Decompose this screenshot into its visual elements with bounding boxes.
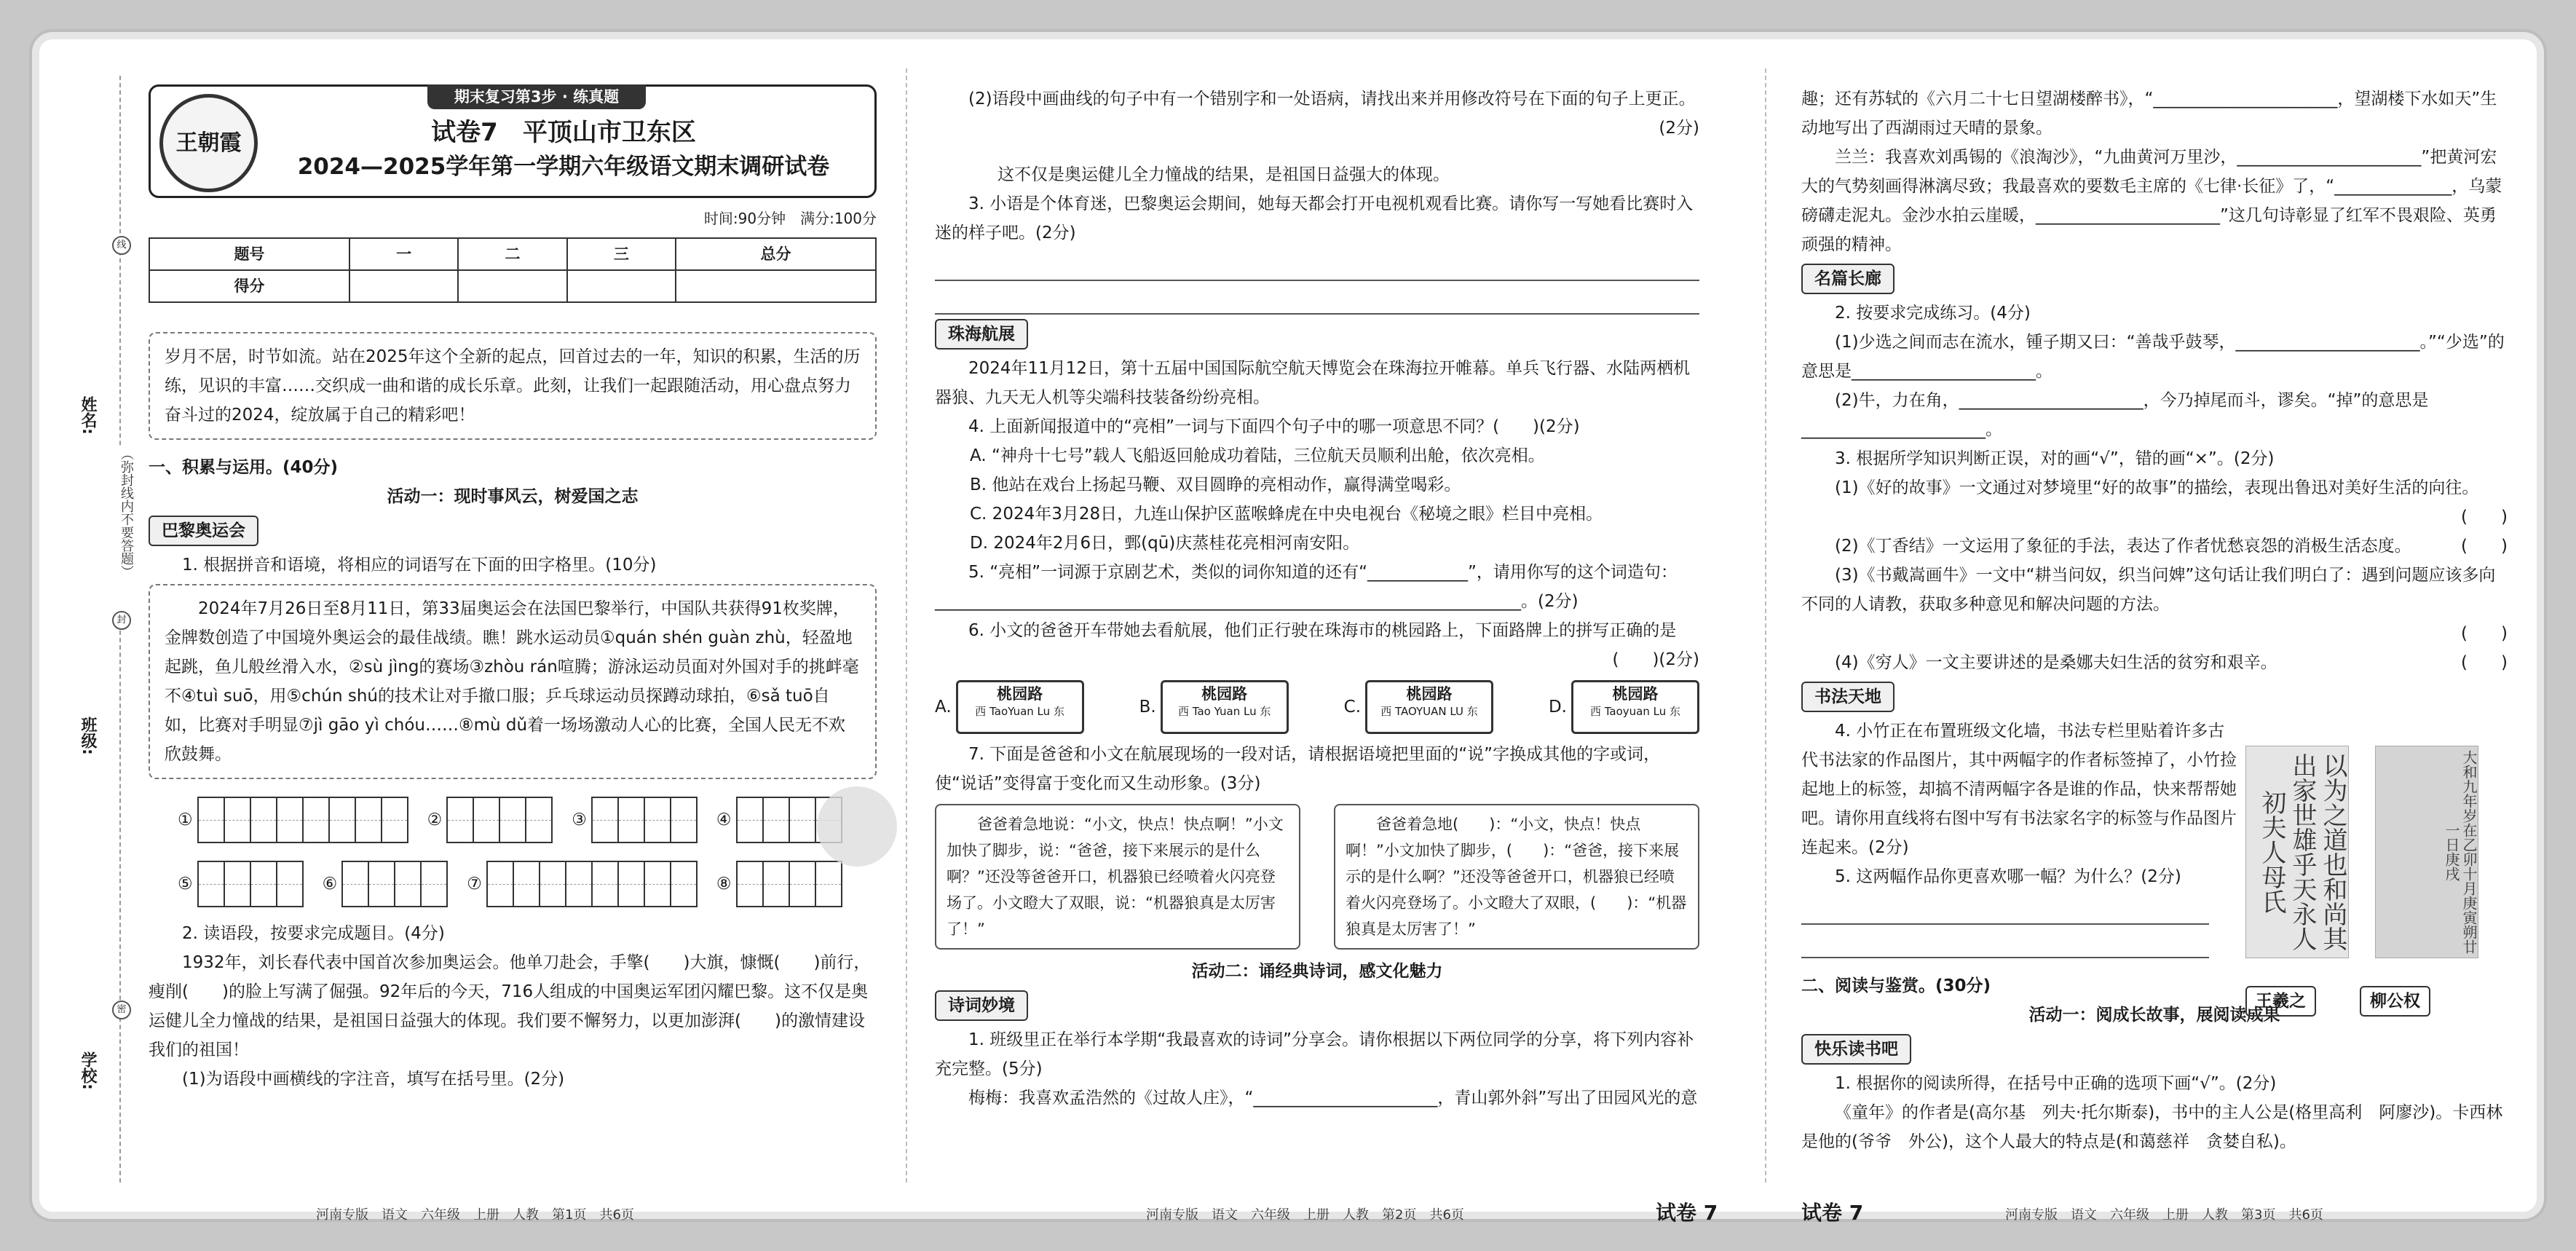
tag-zhuhai-airshow: 珠海航展 (935, 319, 1028, 350)
question-9-1: (1)少选之间而志在流水，锺子期又曰：“善哉乎鼓琴，______________________。”“少选”的意思是______________________。 (1801, 333, 2505, 381)
question-2-2-score: (2分) (1659, 119, 1699, 138)
page-1-column (149, 84, 877, 1169)
sign-west: 西 (1589, 705, 1601, 718)
answer-grid[interactable] (591, 797, 698, 843)
question-1: 1. 根据拼音和语境，将相应的词语写在下面的田字格里。(10分) (182, 556, 657, 575)
news-paragraph: 2024年11月12日，第十五届中国国际航空航天博览会在珠海拉开帷幕。单兵飞行器、水陆两栖机器狼、九天无人机等尖端科技装备纷纷亮相。 (935, 359, 1691, 407)
exam-sheet (39, 39, 2537, 1225)
sign-west: 西 (975, 705, 987, 718)
answer-line[interactable] (1801, 925, 2209, 958)
footer-badge: 试卷 7 (1656, 1201, 1718, 1225)
meimei-share: 梅梅：我喜欢孟浩然的《过故人庄》，“______________________，青山郭外斜”写出了田园风光的意 (968, 1089, 1698, 1108)
calligrapher-labels (2245, 986, 2474, 1017)
exam-header (149, 84, 877, 198)
sign-name: 桃园路 (1612, 685, 1659, 703)
judgment-paren[interactable]: ( ) (2461, 537, 2508, 556)
option-d[interactable]: D. 2024年2月6日，鄄(qū)庆蒸桂花亮相河南安阳。 (970, 534, 1360, 553)
review-tab: 期末复习第3步 · 练真题 (427, 84, 646, 109)
answer-line[interactable] (1801, 891, 2209, 925)
answer-grid[interactable] (197, 861, 304, 907)
question-13: 1. 根据你的阅读所得，在括号中正确的选项下画“√”。(2分) (1835, 1074, 2277, 1093)
dialog-boxes (935, 804, 1699, 950)
question-6: 6. 小文的爸爸开车带她去看航展，他们正行驶在珠海市的桃园路上，下面路牌上的拼写正确的是 (968, 621, 1677, 640)
activity-2-title: 活动二：诵经典诗词，感文化魅力 (1191, 962, 1443, 981)
sign-east: 东 (1053, 705, 1064, 718)
sign-name: 桃园路 (1201, 685, 1248, 703)
calligraphy-work-1: 以为之道也和尚其出家世雄乎天永人初夫人母氏 (2245, 746, 2349, 958)
sign-pinyin: Taoyuan Lu (1604, 705, 1667, 718)
question-3: 3. 小语是个体育迷，巴黎奥运会期间，她每天都会打开电视机观看比赛。请你写一写她看比赛时入迷的样子吧。(2分) (935, 194, 1694, 242)
column-divider (1765, 68, 1766, 1183)
exam-subtitle: 2024—2025学年第一学期六年级语文期末调研试卷 (297, 154, 830, 180)
question-5: 5. “亮相”一词源于京剧艺术，类似的词你知道的还有“____________”，请用你写的这个词造句：______________________________________________________________________。(2分) (935, 563, 1678, 611)
road-signs (935, 680, 1699, 734)
sign-board (1365, 680, 1493, 734)
sign-west: 西 (1177, 705, 1189, 718)
score-header: 三 (567, 238, 676, 270)
grid-label: ② (427, 810, 443, 829)
score-header: 一 (349, 238, 458, 270)
sign-board (1571, 680, 1699, 734)
question-9: 2. 按要求完成练习。(4分) (1835, 304, 2031, 323)
grid-label: ① (178, 810, 193, 829)
grid-label: ⑥ (322, 875, 338, 893)
activity-1-title: 活动一：现时事风云，树爱国之志 (387, 487, 639, 506)
question-6-score: ( )(2分) (1612, 650, 1699, 669)
question-9-2: (2)牛，力在角，______________________，今乃掉尾而斗，谬矣。“掉”的意思是______________________。 (1801, 391, 2429, 439)
question-2-2-sentence: 这不仅是奥运健儿全力憧战的结果，是祖国日益强大的体现。 (997, 165, 1450, 184)
sign-letter: A. (935, 698, 952, 717)
judgment-3: (3)《书戴嵩画牛》一文中“耕当问奴，织当问婢”这句话让我们明白了：遇到问题应该多向不同的人请教，获取多种意见和解决问题的方法。 (1801, 566, 2496, 614)
road-sign-b[interactable] (1139, 680, 1289, 734)
score-header: 总分 (676, 238, 876, 270)
answer-grid[interactable] (446, 797, 553, 843)
binding-circle-feng: 封 (112, 611, 131, 630)
answer-grid[interactable] (486, 861, 698, 907)
brand-logo: 王朝霞 (159, 94, 258, 192)
binding-note: （弥封线内不要答题） (105, 447, 134, 629)
footer-page-1: 河南专版 语文 六年级 上册 人教 第1页 共6页 (316, 1207, 634, 1223)
score-cell[interactable] (458, 270, 566, 302)
question-10: 3. 根据所学知识判断正误，对的画“√”，错的画“×”。(2分) (1835, 449, 2275, 468)
question-12: 5. 这两幅作品你更喜欢哪一幅？为什么？(2分) (1835, 867, 2181, 886)
class-label: 班级: (79, 717, 97, 755)
dialog-original: 爸爸着急地说：“小文，快点！快点啊！”小文加快了脚步，说：“爸爸，接下来展示的是什么啊？”还没等爸爸开口，机器狼已经喷着火闪亮登场了。小文瞪大了双眼，说：“机器狼真是太厉害了！” (935, 804, 1300, 950)
judgment-2: (2)《丁香结》一文运用了象征的手法，表达了作者忧愁哀怨的消极生活态度。 ( ) (1801, 532, 2508, 561)
answer-line[interactable] (935, 281, 1699, 315)
option-c[interactable]: C. 2024年3月28日，九连山保护区蓝喉蜂虎在中央电视台《秘境之眼》栏目中亮相。 (970, 505, 1603, 524)
tag-calligraphy: 书法天地 (1801, 682, 1895, 712)
option-a[interactable]: A. “神舟十七号”载人飞船返回舱成功着陆，三位航天员顺利出舱，依次亮相。 (970, 446, 1545, 465)
calligraphy-images (2245, 746, 2505, 958)
dialog-rewrite[interactable]: 爸爸着急地( )：“小文，快点！快点啊！”小文加快了脚步，( )：“爸爸，接下来展示的是什么啊？”还没等爸爸开口，机器狼已经喷着火闪亮登场了。小文瞪大了双眼，( )：“机器狼真是太厉害了！” (1334, 804, 1699, 950)
judgment-paren[interactable]: ( ) (2461, 508, 2508, 526)
name-label: 姓名: (79, 396, 97, 435)
answer-grid[interactable] (736, 861, 842, 907)
section-1-title: 一、积累与运用。(40分) (149, 458, 339, 477)
question-7: 7. 下面是爸爸和小文在航展现场的一段对话，请根据语境把里面的“说”字换成其他的字或词，使“说话”变得富于变化而又生动形象。(3分) (935, 745, 1661, 793)
answer-grid[interactable] (197, 797, 408, 843)
question-13-text: 《童年》的作者是(高尔基 列夫·托尔斯泰)，书中的主人公是(格里高利 阿廖沙)。卡西林是他的(爷爷 外公)，这个人最大的特点是(和蔼慈祥 贪婪自私)。 (1801, 1103, 2503, 1151)
exam-title: 试卷7 平顶山市卫东区 (431, 118, 696, 147)
school-label: 学校: (79, 1051, 97, 1090)
activity-3-title: 活动一：阅成长故事，展阅读成果 (2028, 1006, 2280, 1025)
judgment-paren[interactable]: ( ) (2461, 624, 2508, 643)
column-divider (906, 68, 907, 1183)
judgment-1: (1)《好的故事》一文通过对梦境里“好的故事”的描绘，表现出鲁迅对美好生活的向往。 (1835, 478, 2479, 497)
score-cell[interactable] (349, 270, 458, 302)
sign-pinyin: TaoYuan Lu (989, 705, 1051, 718)
tag-paris-olympics: 巴黎奥运会 (149, 516, 258, 546)
lanlan-share: 兰兰：我喜欢刘禹锡的《浪淘沙》，“九曲黄河万里沙，______________________”把黄河宏大的气势刻画得淋漓尽致；我最喜欢的要数毛主席的《七律·长征》了，“______________，乌蒙磅礴走泥丸。金沙水拍云崖暖，______________________”这几句诗彰显了红军不畏艰险、英勇顽强的精神。 (1801, 148, 2502, 254)
calligraphy-work-2: 大和九年岁在乙卯十月庚寅朔廿一日庚戌 (2375, 746, 2478, 958)
section-2-title: 二、阅读与鉴赏。(30分) (1801, 976, 1991, 995)
score-header: 题号 (149, 238, 349, 270)
label-liu-gongquan[interactable]: 柳公权 (2360, 986, 2430, 1017)
road-sign-c[interactable] (1344, 680, 1493, 734)
sign-east: 东 (1260, 705, 1271, 718)
tag-famous-works: 名篇长廊 (1801, 264, 1895, 294)
question-2-2: (2)语段中画曲线的句子中有一个错别字和一处语病，请找出来并用修改符号在下面的句子上更正。 (968, 90, 1696, 108)
tag-happy-reading: 快乐读书吧 (1801, 1034, 1911, 1065)
grid-label: ⑧ (716, 875, 732, 893)
grid-label: ④ (716, 810, 732, 829)
judgment-paren[interactable]: ( ) (2461, 653, 2508, 672)
pinyin-grid-row (178, 797, 877, 843)
road-sign-a[interactable] (935, 680, 1084, 734)
score-cell[interactable] (567, 270, 676, 302)
footer-page-3: 河南专版 语文 六年级 上册 人教 第3页 共6页 (2005, 1207, 2323, 1223)
answer-grid[interactable] (341, 861, 448, 907)
grid-label: ③ (572, 810, 587, 829)
sign-east: 东 (1466, 705, 1478, 718)
sign-board (1161, 680, 1289, 734)
trophy-watermark (817, 786, 897, 867)
footer-badge: 试卷 7 (1801, 1201, 1864, 1225)
score-header: 二 (458, 238, 566, 270)
question-8: 1. 班级里正在举行本学期“我最喜欢的诗词”分享会。请你根据以下两位同学的分享，将下列内容补充完整。(5分) (935, 1030, 1694, 1078)
question-4-options (935, 441, 1699, 558)
answer-line[interactable] (935, 248, 1699, 281)
judgment-4: (4)《穷人》一文主要讲述的是桑娜夫妇生活的贫穷和艰辛。 ( ) (1801, 648, 2508, 677)
sign-letter: D. (1548, 698, 1567, 717)
score-table (149, 237, 877, 303)
option-b[interactable]: B. 他站在戏台上扬起马鞭、双目圆睁的亮相动作，赢得满堂喝彩。 (970, 475, 1461, 494)
meimei-share-cont: 趣；还有苏轼的《六月二十七日望湖楼醉书》，“______________________，望湖楼下水如天”生动地写出了西湖雨过天晴的景象。 (1801, 90, 2497, 138)
footer-page-2: 河南专版 语文 六年级 上册 人教 第2页 共6页 (1146, 1207, 1464, 1223)
grid-label: ⑤ (178, 875, 193, 893)
question-4: 4. 上面新闻报道中的“亮相”一词与下面四个句子中的哪一项意思不同？( )(2分) (968, 417, 1580, 436)
binding-circle-xian: 线 (112, 236, 131, 255)
page-2-column (935, 84, 1699, 1169)
binding-circle-mi: 密 (112, 1001, 131, 1019)
intro-box: 岁月不居，时节如流。站在2025年这个全新的起点，回首过去的一年，知识的积累，生活的历练，见识的丰富……交织成一曲和谐的成长乐章。此刻，让我们一起跟随活动，用心盘点努力奋斗过的2024，绽放属于自己的精彩吧！ (149, 332, 877, 440)
sign-letter: B. (1139, 698, 1156, 717)
grid-label: ⑦ (467, 875, 482, 893)
score-cell[interactable] (676, 270, 876, 302)
sign-west: 西 (1380, 705, 1392, 718)
sign-east: 东 (1670, 705, 1681, 718)
pinyin-grid-row (178, 861, 877, 907)
passage-2: 1932年，刘长春代表中国首次参加奥运会。他单刀赴会，手擎( )大旗，慷慨( )前行，瘦削( )的脸上写满了倔强。92年后的今天，716人组成的中国奥运军团闪耀巴黎。这不仅是奥运健儿全力憧战的结果，是祖国日益强大的体现。我们要不懈努力，以更加澎湃( )的激情建设我们的祖国！ (149, 953, 871, 1059)
score-row-label: 得分 (149, 270, 349, 302)
sign-name: 桃园路 (1406, 685, 1453, 703)
question-2-1: (1)为语段中画横线的字注音，填写在括号里。(2分) (182, 1070, 565, 1089)
sign-pinyin: TAOYUAN LU (1395, 705, 1463, 718)
tag-poetry: 诗词妙境 (935, 990, 1028, 1021)
sign-pinyin: Tao Yuan Lu (1192, 705, 1257, 718)
question-2: 2. 读语段，按要求完成题目。(4分) (182, 924, 445, 943)
sign-letter: C. (1343, 698, 1362, 717)
time-info: 时间:90分钟 满分:100分 (703, 210, 877, 227)
passage-1: 2024年7月26日至8月11日，第33届奥运会在法国巴黎举行，中国队共获得91枚奖牌，金牌数创造了中国境外奥运会的最佳战绩。瞧！跳水运动员①quán shén guàn zhù，轻盈地起跳，鱼儿般丝滑入水，②sù jìng的赛场③zhòu rán喧腾；游泳运动员面对外国对手的挑衅毫不④tuì suō，用⑤chún shú的技术让对手撤口服；乒乓球运动员探蹲动球拍，⑥sǎ tuō自如，比赛对手明显⑦jì gāo yì chóu……⑧mù dǔ着一场场激动人心的比赛，全国人民无不欢欣鼓舞。 (149, 584, 877, 779)
question-11: 4. 小竹正在布置班级文化墙，书法专栏里贴着许多古代书法家的作品图片，其中两幅字的作者标签掉了，小竹捡起地上的标签，却搞不清两幅字各是谁的作品，快来帮帮她吧。请你用直线将右图中写有书法家名字的标签与作品图片连起来。(2分) (1801, 722, 2237, 857)
sign-name: 桃园路 (997, 685, 1043, 703)
road-sign-d[interactable] (1549, 680, 1699, 734)
label-wang-xizhi[interactable]: 王羲之 (2245, 986, 2316, 1017)
sign-board (956, 680, 1084, 734)
